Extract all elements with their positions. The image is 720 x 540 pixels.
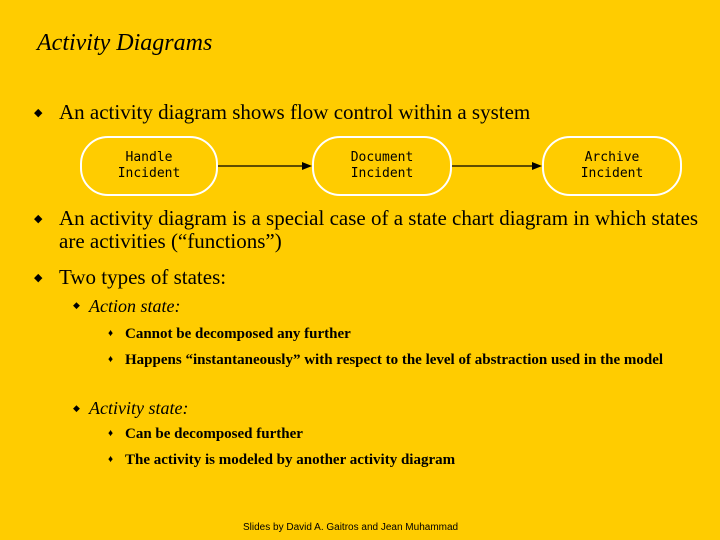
sub-sub-bullet-icon: ♦: [108, 354, 114, 365]
arrowhead-icon: [532, 162, 542, 170]
bullet-diamond-icon: ◆: [34, 107, 43, 119]
activity-state-item: The activity is modeled by another activity diagram: [125, 452, 456, 468]
sub-sub-bullet-icon: ♦: [108, 328, 114, 339]
activity-state-item: Can be decomposed further: [125, 426, 303, 442]
page-title: Activity Diagrams: [37, 30, 213, 56]
sub-bullet-diamond-icon: ◆: [73, 300, 80, 310]
bullet-diamond-icon: ◆: [34, 213, 43, 225]
bullet-text: An activity diagram is a special case of a state chart diagram in which states are activities (“functions”): [59, 206, 699, 253]
bullet-text: An activity diagram shows flow control within a system: [59, 100, 531, 124]
arrowhead-icon: [302, 162, 312, 170]
activity-node-document-incident: Document Incident: [312, 136, 452, 196]
activity-node-handle-incident: Handle Incident: [80, 136, 218, 196]
sub-sub-bullet-icon: ♦: [108, 428, 114, 439]
sub-bullet-diamond-icon: ◆: [73, 403, 80, 413]
action-state-label: Action state:: [89, 296, 181, 316]
bullet-diamond-icon: ◆: [34, 272, 43, 284]
activity-node-archive-incident: Archive Incident: [542, 136, 682, 196]
footer-credits: Slides by David A. Gaitros and Jean Muhammad: [243, 522, 459, 533]
activity-state-label: Activity state:: [89, 398, 189, 418]
activity-diagram: [80, 136, 684, 202]
action-state-item: Happens “instantaneously” with respect to the level of abstraction used in the model: [125, 352, 664, 368]
action-state-item: Cannot be decomposed any further: [125, 326, 351, 342]
bullet-text: Two types of states:: [59, 265, 227, 289]
sub-sub-bullet-icon: ♦: [108, 454, 114, 465]
